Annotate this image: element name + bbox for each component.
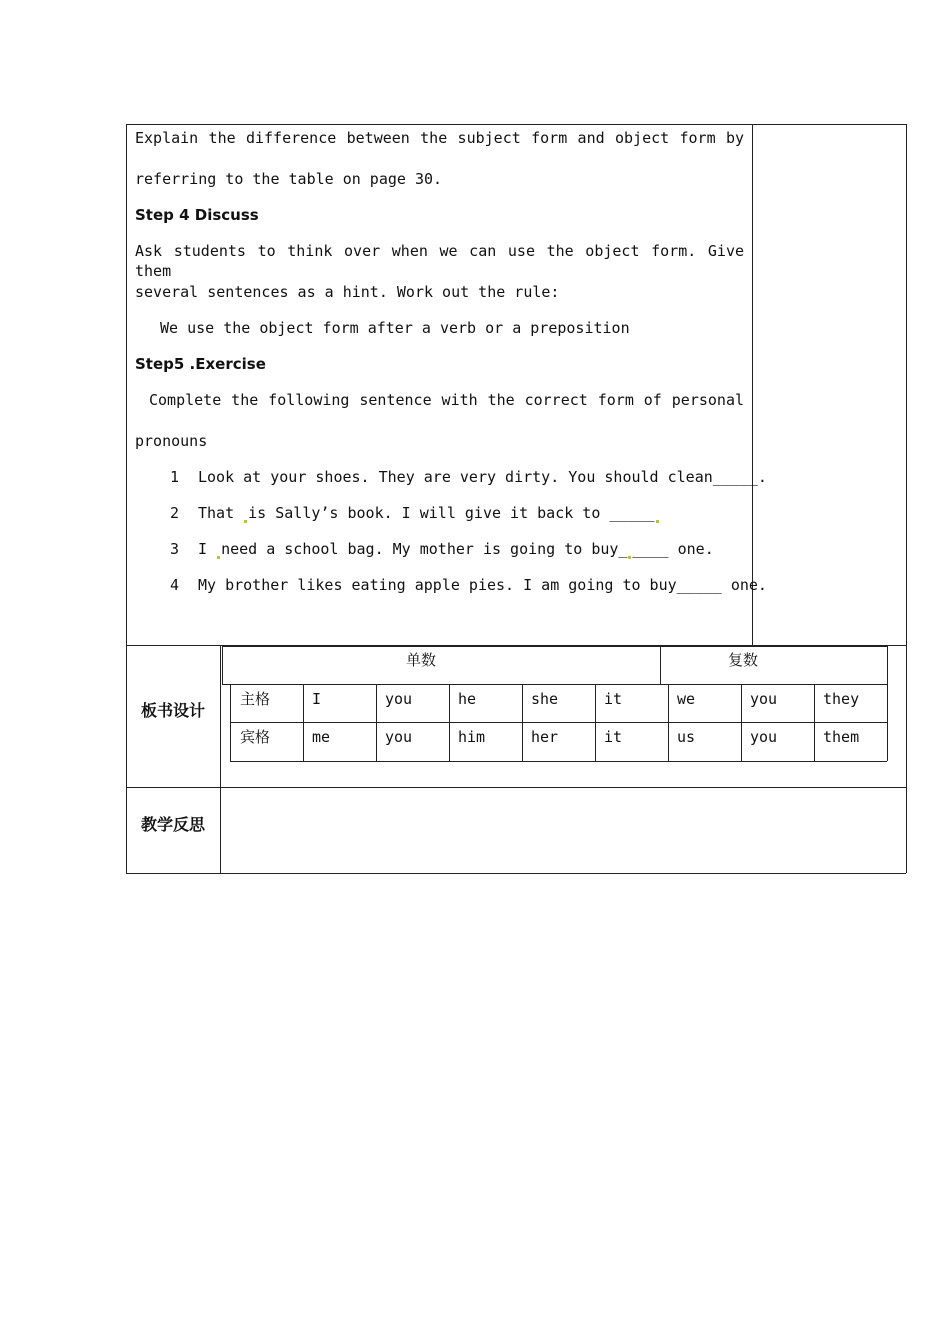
pronoun-col-line — [887, 684, 888, 761]
pronoun-header-bottom — [222, 684, 887, 685]
pronoun-cell: him — [458, 728, 486, 746]
complete-line-2: pronouns — [135, 432, 208, 450]
exercise-4-text: My brother likes eating apple pies. I am going to buy_____ one. — [198, 576, 767, 594]
complete-line-1: Complete the following sentence with the correct form of personal — [149, 391, 744, 409]
pronoun-cell: she — [531, 690, 559, 708]
pronoun-col-line — [230, 684, 231, 761]
plural-header: 复数 — [728, 651, 759, 669]
pronoun-cell: we — [677, 690, 696, 708]
exercise-2-number: 2 — [170, 504, 180, 522]
pronoun-col-line — [376, 684, 377, 761]
exercise-1-text: Look at your shoes. They are very dirty. You should clean_____. — [198, 468, 767, 486]
pronoun-col-line — [814, 684, 815, 761]
pronoun-col-line — [595, 684, 596, 761]
pronoun-cell: you — [385, 728, 413, 746]
step-4-heading: Step 4 Discuss — [135, 206, 259, 224]
singular-header: 单数 — [406, 651, 437, 669]
exercise-3-number: 3 — [170, 540, 180, 558]
discuss-line-2: several sentences as a hint. Work out the rule: — [135, 283, 560, 301]
pronoun-header-mid — [660, 646, 661, 684]
table-top-border — [126, 124, 906, 125]
exercise-4-number: 4 — [170, 576, 180, 594]
pronoun-cell: it — [604, 728, 623, 746]
pronoun-header-top — [222, 646, 887, 647]
pronoun-cell: me — [312, 728, 331, 746]
highlight-mark — [217, 556, 220, 559]
highlight-mark — [628, 556, 631, 559]
subject-case-label: 主格 — [240, 690, 271, 708]
pronoun-cell: you — [385, 690, 413, 708]
pronoun-col-line — [741, 684, 742, 761]
pronoun-table-bottom — [230, 761, 887, 762]
pronoun-cell: it — [604, 690, 623, 708]
pronoun-cell: her — [531, 728, 559, 746]
pronoun-row-divider — [230, 722, 887, 723]
discuss-line-1: Ask students to think over when we can use the object form. Give them — [135, 242, 744, 280]
pronoun-header-left — [222, 646, 223, 684]
explain-line-2: referring to the table on page 30. — [135, 170, 443, 188]
table-right-border — [906, 124, 907, 873]
pronoun-col-line — [303, 684, 304, 761]
exercise-2-text: That is Sally’s book. I will give it back to _____ — [198, 503, 660, 523]
pronoun-cell: them — [823, 728, 860, 746]
step-5-heading: Step5 .Exercise — [135, 355, 266, 373]
table-left-border — [126, 124, 127, 873]
pronoun-col-line — [449, 684, 450, 761]
pronoun-header-right — [887, 646, 888, 684]
exercise-3-text: I need a school bag. My mother is going to buy_ ____ one. — [198, 540, 714, 558]
pronoun-cell: you — [750, 728, 778, 746]
object-case-label: 宾格 — [240, 728, 271, 746]
pronoun-col-line — [668, 684, 669, 761]
pronoun-col-line — [522, 684, 523, 761]
table-bottom-border — [126, 873, 906, 874]
highlight-mark — [244, 520, 247, 523]
pronoun-cell: they — [823, 690, 860, 708]
board-design-label: 板书设计 — [141, 701, 206, 720]
pronoun-cell: he — [458, 690, 477, 708]
explain-line-1: Explain the difference between the subject form and object form by — [135, 129, 744, 147]
pronoun-cell: us — [677, 728, 696, 746]
rule-text: We use the object form after a verb or a preposition — [160, 319, 630, 337]
teaching-reflection-label: 教学反思 — [141, 815, 206, 834]
exercise-1-number: 1 — [170, 468, 180, 486]
table-row-divider-2 — [126, 787, 906, 788]
pronoun-cell: you — [750, 690, 778, 708]
content-notes-divider — [752, 124, 753, 645]
pronoun-cell: I — [312, 690, 322, 708]
label-column-divider — [220, 645, 221, 873]
highlight-mark — [656, 520, 659, 523]
